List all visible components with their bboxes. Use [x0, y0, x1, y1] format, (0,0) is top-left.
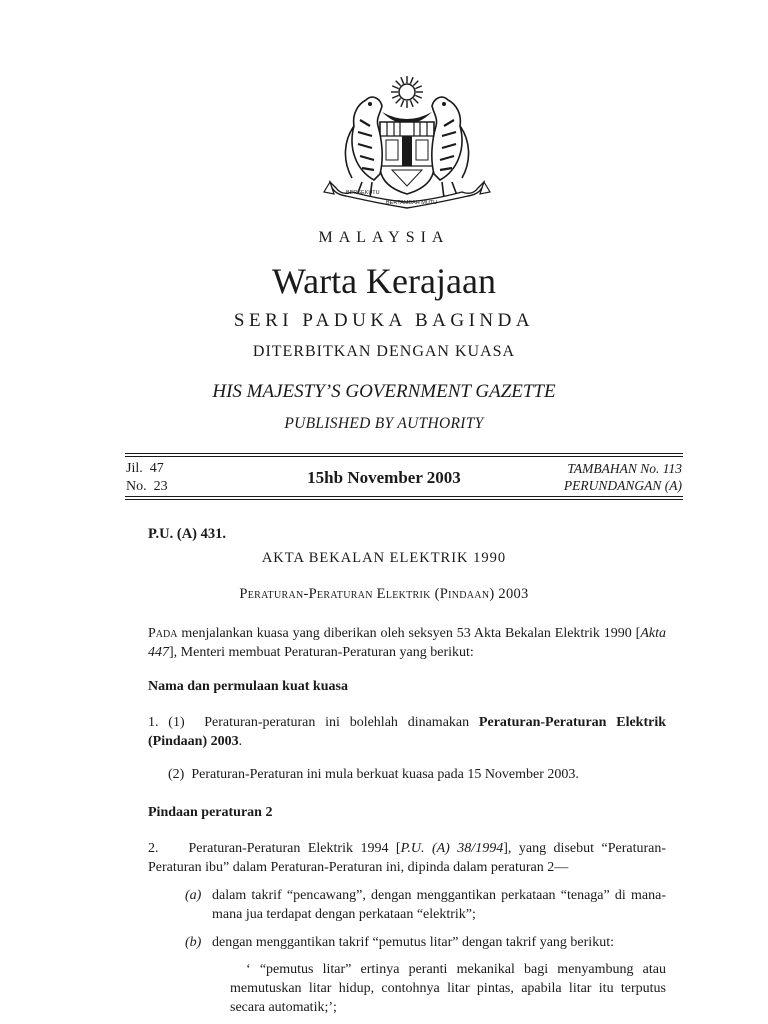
issue-date: 15hb November 2003	[307, 468, 461, 487]
regulation-1-1	[148, 713, 666, 751]
list-item-label: (b)	[185, 935, 202, 950]
issue-number: No. 23	[126, 479, 168, 494]
crest-motto-right: BERTAMBAH MUTU	[386, 200, 438, 206]
regulation-2-suffix: ], yang disebut “Peraturan-Peraturan ibu” dalam Peraturan-Peraturan ini, dipinda dalam peraturan 2—	[148, 841, 666, 875]
preamble-text-2: ], Menteri membuat Peraturan-Peraturan yang berikut:	[169, 645, 474, 660]
regulation-title: Peraturan-Peraturan Elektrik (Pindaan) 2003	[239, 586, 529, 602]
list-item-text: dalam takrif “pencawang”, dengan menggantikan perkataan “tenaga” di mana-mana jua terdapat dengan perkataan “elektrik”;	[212, 888, 666, 922]
regulation-2	[148, 839, 666, 877]
coat-of-arms-icon	[322, 70, 492, 220]
volume: Jil. 47	[126, 461, 164, 476]
gazette-title: Warta Kerajaan	[272, 261, 496, 301]
regulation-1-1-text: 1. (1) Peraturan-peraturan ini bolehlah dinamakan	[148, 715, 479, 730]
published-by-authority-ms: DITERBITKAN DENGAN KUASA	[252, 343, 516, 360]
preamble-text-1: menjalankan kuasa yang diberikan oleh seksyen 53 Akta Bekalan Elektrik 1990 [	[177, 626, 641, 641]
list-item	[185, 886, 666, 924]
preamble-lead: Pada	[148, 626, 178, 641]
list-item-label: (a)	[185, 888, 202, 903]
regulation-2-ref: P.U. (A) 38/1994	[400, 841, 504, 856]
country-name: MALAYSIA	[318, 229, 450, 246]
heading-citation-commencement: Nama dan permulaan kuat kuasa	[148, 679, 348, 694]
preamble	[148, 624, 666, 662]
masthead-rule-top-inner	[125, 456, 683, 457]
regulation-1-1-name: Peraturan-Peraturan Elektrik (Pindaan) 2003	[148, 715, 667, 749]
list-item-text: dengan menggantikan takrif “pemutus litar” dengan takrif yang berikut:	[212, 935, 614, 950]
preamble-act-ref: Akta 447	[148, 626, 666, 660]
crest-motto-left: BERSEKUTU	[346, 190, 380, 196]
regulation-2-text: 2. Peraturan-Peraturan Elektrik 1994 [	[148, 841, 401, 856]
masthead-rule-bottom	[125, 496, 683, 497]
gazette-series: SERI PADUKA BAGINDA	[233, 310, 535, 331]
masthead-rule-bottom-inner	[125, 499, 683, 500]
heading-amendment-reg-2: Pindaan peraturan 2	[148, 805, 273, 820]
list-item	[185, 933, 666, 952]
published-by-authority-en: PUBLISHED BY AUTHORITY	[284, 415, 484, 432]
supplement-info	[564, 460, 682, 494]
masthead-rule-top	[125, 453, 683, 454]
supplement-category: PERUNDANGAN (A)	[563, 478, 682, 493]
pu-number: P.U. (A) 431.	[148, 526, 227, 542]
regulation-1-2: (2) Peraturan-Peraturan ini mula berkuat kuasa pada 15 November 2003.	[168, 767, 579, 782]
regulation-1-1-suffix: .	[238, 734, 243, 749]
gazette-title-en: HIS MAJESTY’S GOVERNMENT GAZETTE	[212, 381, 556, 402]
supplement-number: TAMBAHAN No. 113	[567, 461, 682, 476]
definition-quote: ‘ “pemutus litar” ertinya peranti mekanikal bagi menyambung atau memutuskan litar hidup, contohnya litar pintas, apabila litar itu terputus secara automatik;’;	[230, 962, 666, 1015]
act-title: AKTA BEKALAN ELEKTRIK 1990	[261, 550, 507, 566]
